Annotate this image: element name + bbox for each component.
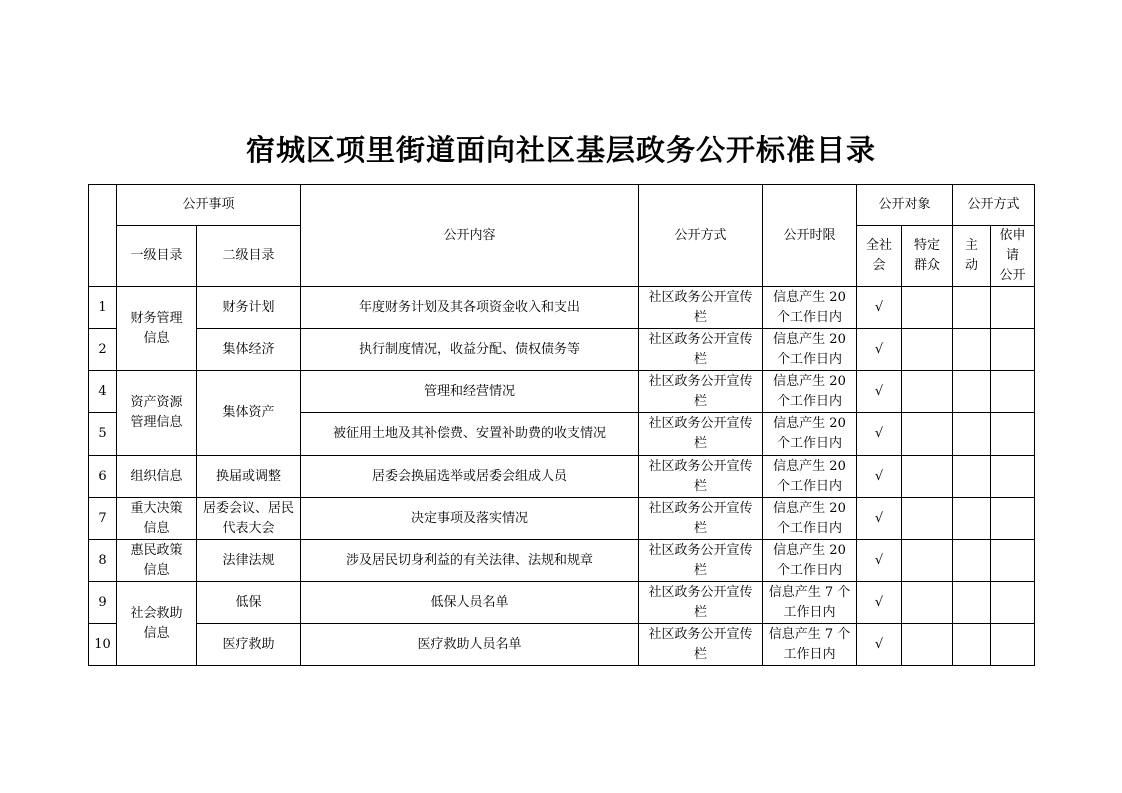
method-line: 社区政务公开宣传 <box>648 584 753 600</box>
method-line: 社区政务公开宣传 <box>648 500 753 516</box>
proactive-cell <box>953 540 991 582</box>
content-cell: 执行制度情况，收益分配、债权债务等 <box>301 329 639 371</box>
whole-society-check: √ <box>857 456 902 498</box>
on-request-cell <box>991 540 1035 582</box>
on-request-cell <box>991 498 1035 540</box>
row-number: 1 <box>89 287 117 329</box>
proactive-cell <box>953 624 991 666</box>
level2-cell: 财务计划 <box>197 287 301 329</box>
proactive-cell <box>953 329 991 371</box>
table-row <box>89 582 1035 624</box>
header-on-request-line: 请 <box>1006 248 1020 263</box>
proactive-cell <box>953 582 991 624</box>
method-line: 栏 <box>694 309 708 325</box>
header-level1: 一级目录 <box>117 226 197 287</box>
time-limit-cell <box>763 540 857 582</box>
method-cell <box>639 540 763 582</box>
specific-group-cell <box>902 371 953 413</box>
level1-line: 信息 <box>143 625 170 641</box>
level1-cell <box>117 540 197 582</box>
proactive-cell <box>953 456 991 498</box>
header-audience: 公开对象 <box>857 185 953 226</box>
level1-line: 财务管理 <box>130 310 183 326</box>
row-number: 10 <box>89 624 117 666</box>
specific-group-cell <box>902 329 953 371</box>
whole-society-check: √ <box>857 413 902 456</box>
method-line: 栏 <box>694 393 708 409</box>
method-cell <box>639 498 763 540</box>
whole-society-check: √ <box>857 540 902 582</box>
method-cell <box>639 329 763 371</box>
level1-line: 社会救助 <box>130 605 183 621</box>
method-cell <box>639 624 763 666</box>
proactive-cell <box>953 413 991 456</box>
level1-line: 惠民政策 <box>130 542 183 558</box>
header-specific-group-line: 特定 <box>914 238 941 253</box>
row-number: 7 <box>89 498 117 540</box>
header-number-cell <box>89 185 117 287</box>
level2-cell: 法律法规 <box>197 540 301 582</box>
level2-cell: 集体资产 <box>197 371 301 456</box>
level1-line: 管理信息 <box>130 415 183 430</box>
row-number: 8 <box>89 540 117 582</box>
level1-line: 信息 <box>143 330 170 346</box>
method-line: 社区政务公开宣传 <box>648 458 753 474</box>
time-limit-line: 个工作日内 <box>777 520 843 536</box>
method-line: 栏 <box>694 646 708 662</box>
row-number: 4 <box>89 371 117 413</box>
method-cell <box>639 287 763 329</box>
whole-society-check: √ <box>857 624 902 666</box>
content-cell: 居委会换届选举或居委会组成人员 <box>301 456 639 498</box>
time-limit-line: 个工作日内 <box>777 478 843 494</box>
level1-cell <box>117 371 197 456</box>
time-limit-line: 信息产生 20 <box>773 289 846 305</box>
on-request-cell <box>991 287 1035 329</box>
method-line: 栏 <box>694 520 708 536</box>
time-limit-line: 信息产生 20 <box>773 458 846 474</box>
table-row <box>89 456 1035 498</box>
method-line: 社区政务公开宣传 <box>648 416 753 431</box>
table-row <box>89 540 1035 582</box>
header-whole-society <box>857 226 902 287</box>
header-proactive-line: 主 <box>965 238 979 253</box>
level1-line: 资产资源 <box>130 395 183 410</box>
method-line: 栏 <box>694 604 708 620</box>
proactive-cell <box>953 498 991 540</box>
specific-group-cell <box>902 498 953 540</box>
header-whole-society-line: 全社 <box>866 238 893 253</box>
time-limit-line: 信息产生 20 <box>773 500 846 516</box>
on-request-cell <box>991 413 1035 456</box>
header-matters: 公开事项 <box>117 185 301 226</box>
row-number: 9 <box>89 582 117 624</box>
time-limit-line: 个工作日内 <box>777 562 843 578</box>
time-limit-cell <box>763 498 857 540</box>
header-specific-group-line: 群众 <box>914 258 941 273</box>
row-number: 2 <box>89 329 117 371</box>
method-line: 社区政务公开宣传 <box>648 331 753 347</box>
specific-group-cell <box>902 582 953 624</box>
header-on-request-line: 依申 <box>999 228 1026 243</box>
specific-group-cell <box>902 456 953 498</box>
level2-cell: 集体经济 <box>197 329 301 371</box>
time-limit-line: 信息产生 20 <box>773 373 846 389</box>
table-row <box>89 371 1035 413</box>
content-cell: 管理和经营情况 <box>301 371 639 413</box>
time-limit-cell <box>763 329 857 371</box>
time-limit-line: 工作日内 <box>783 604 836 620</box>
header-on-request <box>991 226 1035 287</box>
header-row-1 <box>89 185 1035 226</box>
table-row <box>89 287 1035 329</box>
level1-line: 信息 <box>143 562 170 578</box>
time-limit-cell <box>763 371 857 413</box>
content-cell: 医疗救助人员名单 <box>301 624 639 666</box>
whole-society-check: √ <box>857 329 902 371</box>
whole-society-check: √ <box>857 287 902 329</box>
time-limit-line: 个工作日内 <box>777 393 843 409</box>
row-number: 5 <box>89 413 117 456</box>
header-time-limit: 公开时限 <box>763 185 857 287</box>
level1-cell <box>117 498 197 540</box>
header-specific-group <box>902 226 953 287</box>
header-content: 公开内容 <box>301 185 639 287</box>
disclosure-catalog-table <box>88 184 1035 666</box>
content-cell: 年度财务计划及其各项资金收入和支出 <box>301 287 639 329</box>
specific-group-cell <box>902 540 953 582</box>
header-proactive <box>953 226 991 287</box>
level2-cell: 换届或调整 <box>197 456 301 498</box>
whole-society-check: √ <box>857 498 902 540</box>
time-limit-line: 个工作日内 <box>777 351 843 367</box>
proactive-cell <box>953 371 991 413</box>
on-request-cell <box>991 329 1035 371</box>
on-request-cell <box>991 624 1035 666</box>
table-row <box>89 498 1035 540</box>
method-line: 栏 <box>694 351 708 367</box>
level1-cell <box>117 287 197 371</box>
time-limit-cell <box>763 624 857 666</box>
time-limit-cell <box>763 287 857 329</box>
level1-cell: 组织信息 <box>117 456 197 498</box>
content-cell: 低保人员名单 <box>301 582 639 624</box>
method-line: 栏 <box>694 478 708 494</box>
time-limit-cell <box>763 413 857 456</box>
on-request-cell <box>991 371 1035 413</box>
proactive-cell <box>953 287 991 329</box>
time-limit-line: 个工作日内 <box>777 309 843 325</box>
row-number: 6 <box>89 456 117 498</box>
content-cell: 决定事项及落实情况 <box>301 498 639 540</box>
level2-cell: 低保 <box>197 582 301 624</box>
on-request-cell <box>991 582 1035 624</box>
header-method: 公开方式 <box>639 185 763 287</box>
header-disclosure-type: 公开方式 <box>953 185 1035 226</box>
specific-group-cell <box>902 624 953 666</box>
level2-cell: 居委会议、居民代表大会 <box>197 498 301 540</box>
header-on-request-line: 公开 <box>999 268 1026 283</box>
method-line: 社区政务公开宣传 <box>648 542 753 558</box>
header-proactive-line: 动 <box>965 258 979 273</box>
method-line: 栏 <box>694 562 708 578</box>
level1-cell <box>117 582 197 666</box>
method-line: 社区政务公开宣传 <box>648 626 753 642</box>
header-whole-society-line: 会 <box>872 258 886 273</box>
time-limit-line: 信息产生 20 <box>773 416 846 431</box>
table-row <box>89 329 1035 371</box>
time-limit-cell <box>763 582 857 624</box>
header-level2: 二级目录 <box>197 226 301 287</box>
method-line: 栏 <box>694 436 708 451</box>
time-limit-line: 信息产生 20 <box>773 542 846 558</box>
time-limit-line: 信息产生 7 个 <box>768 626 851 642</box>
time-limit-line: 信息产生 20 <box>773 331 846 347</box>
specific-group-cell <box>902 413 953 456</box>
method-line: 社区政务公开宣传 <box>648 289 753 305</box>
method-line: 社区政务公开宣传 <box>648 373 753 389</box>
time-limit-line: 个工作日内 <box>777 436 843 451</box>
table-row <box>89 624 1035 666</box>
level1-line: 信息 <box>143 520 170 536</box>
method-cell <box>639 371 763 413</box>
method-cell <box>639 582 763 624</box>
method-cell <box>639 456 763 498</box>
on-request-cell <box>991 456 1035 498</box>
document-title: 宿城区项里街道面向社区基层政务公开标准目录 <box>245 133 876 167</box>
level1-line: 重大决策 <box>130 500 183 516</box>
content-cell: 涉及居民切身利益的有关法律、法规和规章 <box>301 540 639 582</box>
time-limit-cell <box>763 456 857 498</box>
time-limit-line: 信息产生 7 个 <box>768 584 851 600</box>
method-cell <box>639 413 763 456</box>
level2-cell: 医疗救助 <box>197 624 301 666</box>
whole-society-check: √ <box>857 582 902 624</box>
content-cell: 被征用土地及其补偿费、安置补助费的收支情况 <box>301 413 639 456</box>
whole-society-check: √ <box>857 371 902 413</box>
specific-group-cell <box>902 287 953 329</box>
time-limit-line: 工作日内 <box>783 646 836 662</box>
